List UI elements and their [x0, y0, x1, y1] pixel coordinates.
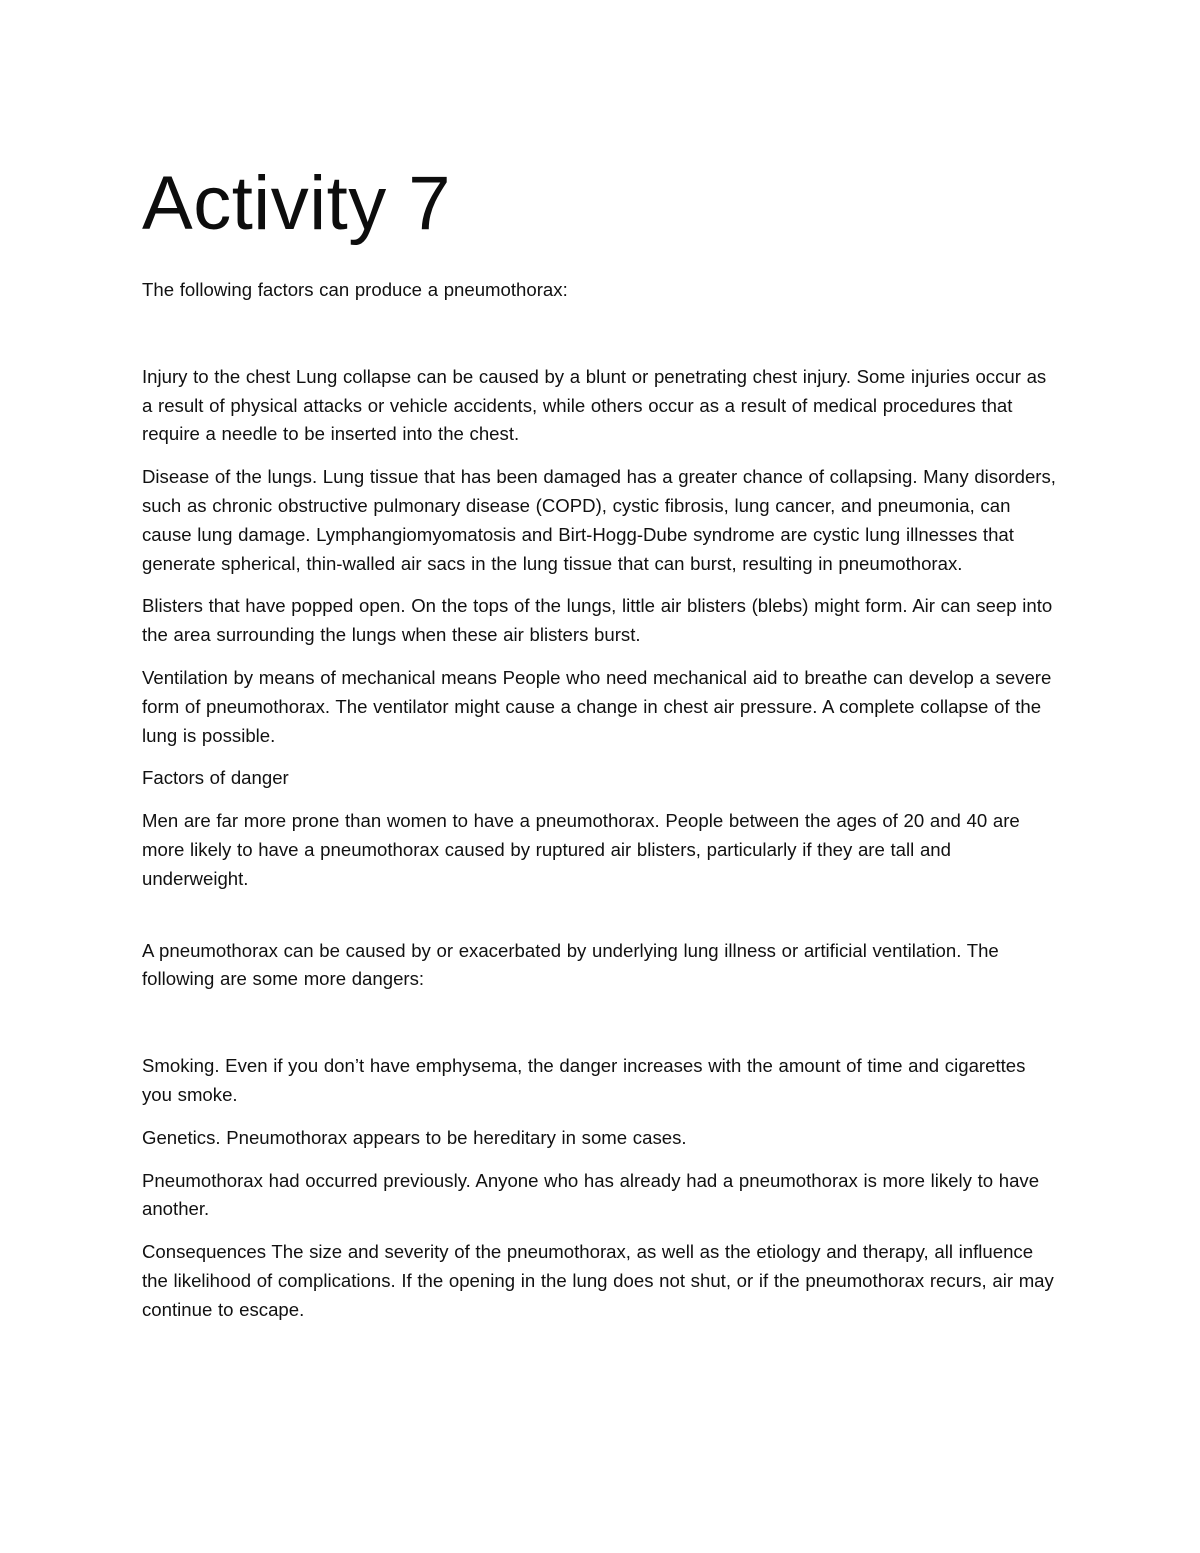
paragraph-consequences: Consequences The size and severity of the pneumothorax, as well as the etiology and therapy, all influence the likelihood of complications. If the opening in the lung does not shut, or if the pneumothorax recurs, air may continue to escape. — [142, 1241, 1054, 1320]
paragraph-men-risk: Men are far more prone than women to have a pneumothorax. People between the ages of 20 and 40 are more likely to have a pneumothorax caused by ruptured air blisters, particularly if they are tall and underweight. — [142, 810, 1020, 889]
paragraph-lung-disease: Disease of the lungs. Lung tissue that has been damaged has a greater chance of collapsing. Many disorders, such as chronic obstructive pulmonary disease (COPD), cystic fibrosis, lung cancer, and pneumonia, can cause lung damage. Lymphangiomyomatosis and Birt-Hogg-Dube syndrome are cystic lung illnesses that generate spherical, thin-walled air sacs in the lung tissue that can burst, resulting in pneumothorax. — [142, 466, 1056, 574]
paragraph-smoking: Smoking. Even if you don’t have emphysema, the danger increases with the amount of time and cigarettes you smoke. — [142, 1055, 1026, 1105]
paragraph-genetics: Genetics. Pneumothorax appears to be hereditary in some cases. — [142, 1126, 687, 1148]
document-body — [142, 158, 1057, 1339]
intro-paragraph: The following factors can produce a pneumothorax: — [142, 279, 568, 300]
paragraph-ventilation: Ventilation by means of mechanical means People who need mechanical aid to breathe can develop a severe form of pneumothorax. The ventilator might cause a change in chest air pressure. A complete collapse of the lung is possible. — [142, 666, 1052, 746]
paragraph-more-dangers: A pneumothorax can be caused by or exacerbated by underlying lung illness or artificial ventilation. The following are some more dangers: — [142, 939, 999, 990]
paragraph-blisters: Blisters that have popped open. On the tops of the lungs, little air blisters (blebs) might form. Air can seep into the area surrounding the lungs when these air blisters burst. — [142, 595, 1053, 646]
paragraph-previous: Pneumothorax had occurred previously. Anyone who has already had a pneumothorax is more likely to have another. — [142, 1169, 1040, 1220]
section-heading-danger-factors: Factors of danger — [142, 767, 289, 789]
paragraph-chest-injury: Injury to the chest Lung collapse can be caused by a blunt or penetrating chest injury. Some injuries occur as a result of physical attacks or vehicle accidents, while others occur as a result of medical procedures that require a needle to be inserted into the chest. — [142, 365, 1047, 445]
page-title: Activity 7 — [142, 161, 452, 246]
